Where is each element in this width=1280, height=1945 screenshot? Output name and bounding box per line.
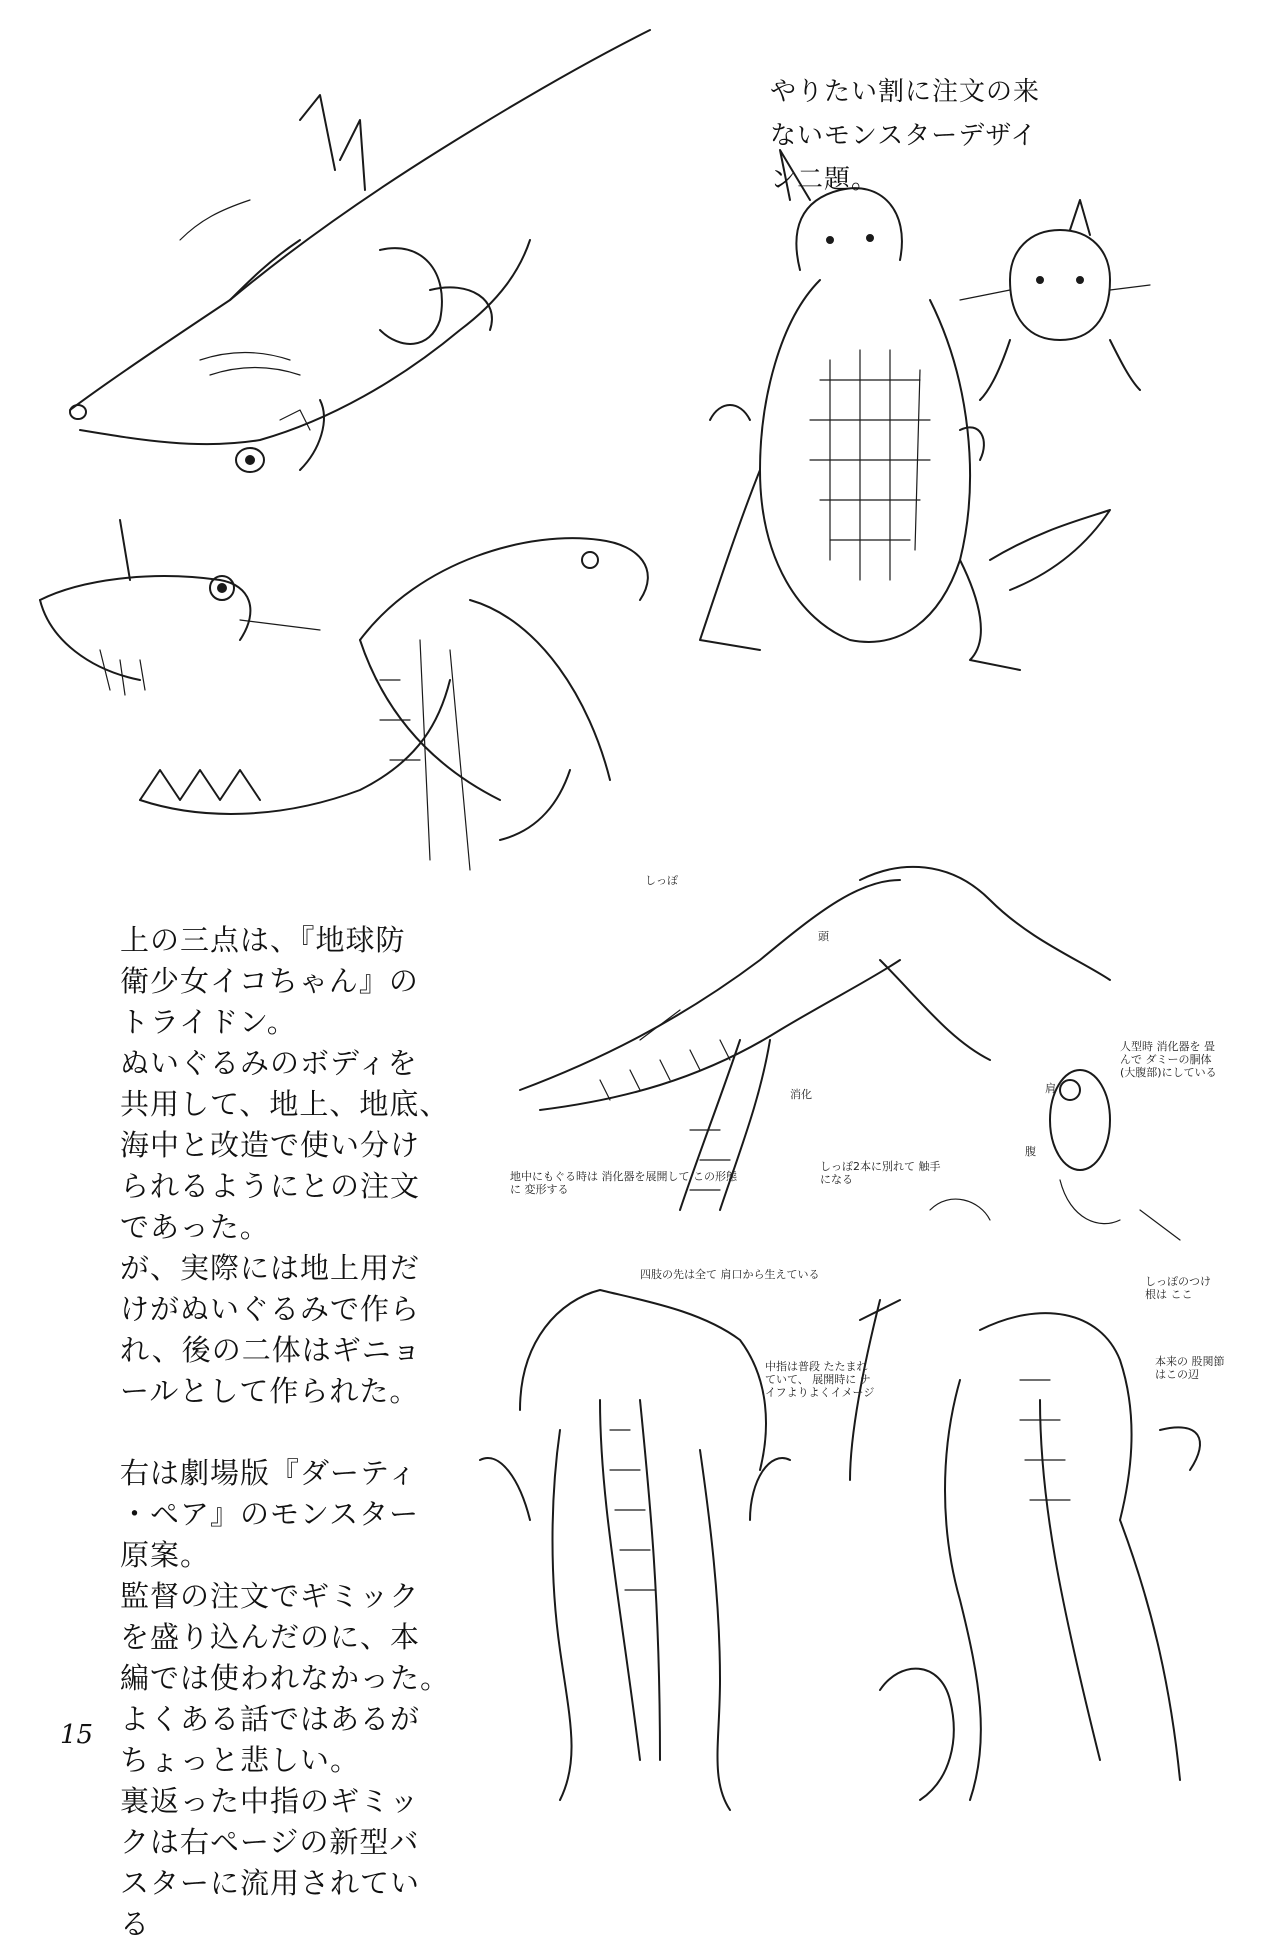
body-line: 海中と改造で使い分け	[120, 1128, 421, 1162]
note-back: 四肢の先は全て 肩口から生えている	[640, 1268, 820, 1281]
body-line: 衛少女イコちゃん』の	[120, 964, 419, 998]
note-kata: 肩	[1045, 1082, 1056, 1095]
page-number: 15	[60, 1720, 94, 1750]
note-transform: 地中にもぐる時は 消化器を展開して この形態に 変形する	[510, 1170, 737, 1196]
body-line: スターに流用されてい	[120, 1866, 421, 1900]
note-arms: 中指は普段 たたまれていて、 展開時に ナイフよりよくイメージ	[765, 1360, 875, 1399]
note-shippo: しっぽ	[645, 874, 678, 887]
body-line: 共用して、地上、地底、	[120, 1087, 450, 1121]
body-line: が、実際には地上用だ	[120, 1251, 421, 1285]
note-human: 人型時 消化器を 畳んで ダミーの胴体(大腹部)にしている	[1120, 1040, 1217, 1079]
sketch-tridon-standing	[700, 150, 1110, 670]
sketch-tridon-head-profile	[960, 200, 1150, 400]
note-tail: しっぽ2本に別れて 触手になる	[820, 1160, 941, 1186]
body-line: 裏返った中指のギミッ	[120, 1784, 420, 1818]
body-line: ・ペア』のモンスター	[120, 1497, 420, 1531]
body-line: トライドン。	[120, 1005, 297, 1039]
body-line: クは右ページの新型バ	[120, 1825, 420, 1859]
caption-line: ないモンスターデザイ	[770, 121, 1038, 151]
body-line: を盛り込んだのに、本	[120, 1620, 421, 1654]
body-line: ールとして作られた。	[120, 1374, 420, 1408]
caption-line: やりたい割に注文の来	[770, 77, 1041, 107]
sketch-tridon-head	[40, 520, 320, 695]
caption-top	[770, 70, 1130, 202]
body-line: 原案。	[120, 1538, 211, 1572]
note-hara: 腹	[1025, 1145, 1036, 1158]
body-line: であった。	[120, 1210, 270, 1244]
note-shokawa: 消化	[790, 1088, 812, 1101]
body-line: れ、後の二体はギニョ	[120, 1333, 422, 1367]
body-line: る	[120, 1907, 151, 1941]
caption-line: ン二題。	[770, 165, 879, 195]
body-line: られるようにとの注文	[120, 1169, 421, 1203]
body-line-blank	[120, 1412, 450, 1453]
note-head: 頭	[818, 930, 829, 943]
note-armpit: 本来の 股関節はこの辺	[1155, 1355, 1225, 1381]
sketch-tridon-shark	[140, 538, 648, 870]
note-tail-top: しっぽのつけ根は ここ	[1145, 1275, 1211, 1301]
body-line: 右は劇場版『ダーティ	[120, 1456, 418, 1490]
body-line: ちょっと悲しい。	[120, 1743, 361, 1777]
sketch-tridon-crawling	[70, 30, 650, 472]
body-text	[120, 920, 450, 1945]
body-line: けがぬいぐるみで作ら	[120, 1292, 421, 1326]
body-line: ぬいぐるみのボディを	[120, 1046, 418, 1080]
body-line: よくある話ではあるが	[120, 1702, 421, 1736]
body-line: 監督の注文でギミック	[120, 1579, 420, 1613]
body-line: 上の三点は、『地球防	[120, 923, 406, 957]
body-line: 編では使われなかった。	[120, 1661, 451, 1695]
